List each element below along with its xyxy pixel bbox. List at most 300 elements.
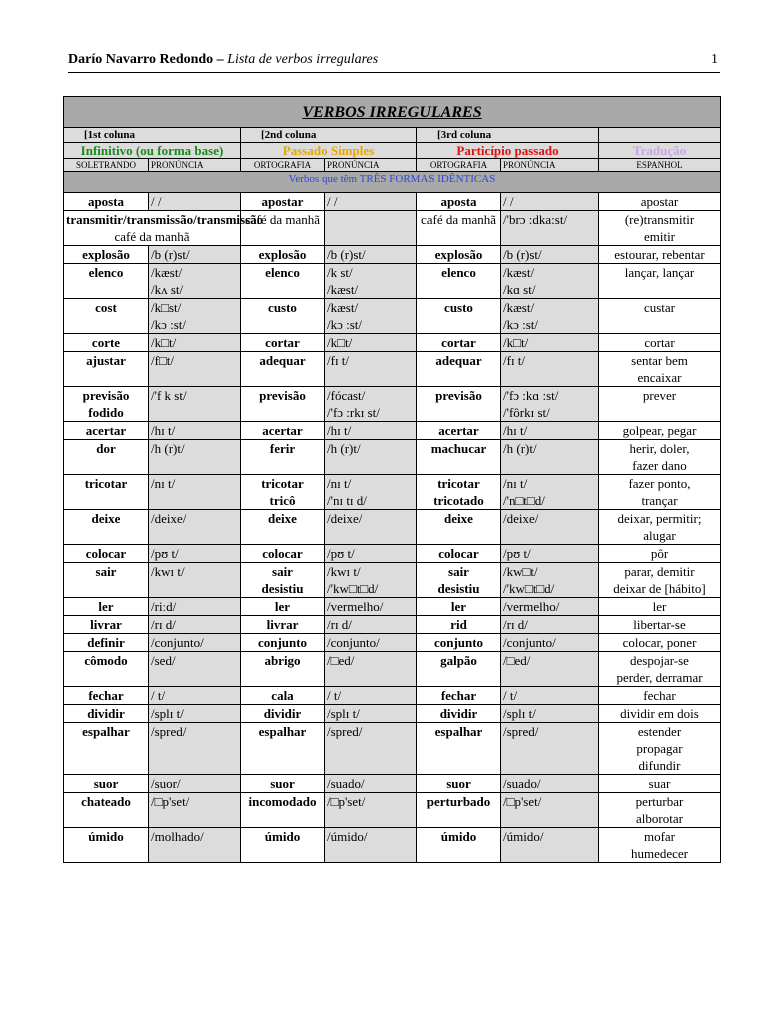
- table-row: [64, 598, 721, 616]
- infinitive-pron-cell: [149, 299, 241, 334]
- cell-line: /b (r)st/: [151, 247, 190, 262]
- cell-line: /spred/: [151, 724, 187, 739]
- cell-line: livrar: [266, 617, 299, 632]
- participle-pron-cell: [501, 775, 599, 793]
- table-row: [64, 723, 721, 775]
- infinitive-pron-cell: [149, 334, 241, 352]
- cell-line: /hɪ t/: [151, 423, 176, 438]
- cell-line: sair: [448, 564, 469, 579]
- cell-line: fodido: [88, 405, 124, 420]
- past-simple-cell: [241, 598, 325, 616]
- table-row: [64, 422, 721, 440]
- cell-line: suor: [446, 776, 471, 791]
- cell-line: herir, doler,: [629, 441, 690, 456]
- table-row: [64, 828, 721, 863]
- past-simple-cell: [241, 475, 325, 510]
- cell-line: /kwɪ t/: [327, 564, 361, 579]
- cell-line: /pʊ t/: [327, 546, 355, 561]
- cell-line: /fɪ t/: [327, 353, 350, 368]
- participle-pron-cell: [501, 563, 599, 598]
- cell-line: ajustar: [86, 353, 126, 368]
- past-simple-cell: [241, 387, 325, 422]
- participle-cell: [417, 193, 501, 211]
- past-simple-pron-cell: [325, 440, 417, 475]
- cell-line: conjunto: [433, 635, 484, 650]
- infinitive-cell: [64, 634, 149, 652]
- cell-line: cortar: [265, 335, 300, 350]
- participle-cell: [417, 264, 501, 299]
- past-simple-cell: [241, 687, 325, 705]
- past-simple-header: Passado Simples: [241, 143, 417, 159]
- spelling-header-1: SOLETRANDO: [64, 159, 149, 172]
- cell-line: /hɪ t/: [327, 423, 352, 438]
- cell-line: colocar: [85, 546, 127, 561]
- cell-line: perturbado: [426, 794, 491, 809]
- infinitive-pron-cell: [149, 828, 241, 863]
- translation-header: Tradução: [599, 143, 721, 159]
- cell-line: /conjunto/: [327, 635, 380, 650]
- past-simple-cell: [241, 510, 325, 545]
- cell-line: /h (r)t/: [151, 441, 185, 456]
- participle-cell: [417, 634, 501, 652]
- cell-line: /'fɔ :rkɪ st/: [327, 405, 380, 420]
- cell-line: elenco: [88, 265, 124, 280]
- cell-line: /kæst/: [327, 300, 359, 315]
- infinitive-cell: [64, 387, 149, 422]
- past-simple-cell: [241, 723, 325, 775]
- cell-line: /kɔ :st/: [503, 317, 539, 332]
- past-simple-cell: [241, 775, 325, 793]
- cell-line: /k□t/: [151, 335, 177, 350]
- cell-line: machucar: [430, 441, 487, 456]
- translation-cell: [599, 475, 721, 510]
- infinitive-pron-cell: [149, 440, 241, 475]
- past-simple-pron-cell: [325, 598, 417, 616]
- translation-cell: [599, 828, 721, 863]
- cell-line: /fɪ t/: [503, 353, 526, 368]
- table-row: [64, 193, 721, 211]
- cell-line: dor: [96, 441, 116, 456]
- infinitive-pron-cell: [149, 775, 241, 793]
- cell-line: /molhado/: [151, 829, 204, 844]
- cell-line: abrigo: [264, 653, 301, 668]
- participle-cell: [417, 387, 501, 422]
- infinitive-cell: [64, 510, 149, 545]
- infinitive-cell: [64, 793, 149, 828]
- infinitive-cell: [64, 705, 149, 723]
- header-divider: [68, 72, 720, 73]
- participle-pron-cell: [501, 705, 599, 723]
- participle-pron-cell: [501, 652, 599, 687]
- cell-line: /'f k st/: [151, 388, 187, 403]
- cell-line: /úmido/: [503, 829, 544, 844]
- table-row: [64, 687, 721, 705]
- cell-line: /□ed/: [503, 653, 531, 668]
- cell-line: fechar: [88, 688, 124, 703]
- cell-line: tricotado: [433, 493, 484, 508]
- past-simple-pron-cell: [325, 211, 417, 246]
- cell-line: alborotar: [636, 811, 683, 826]
- table-row: [64, 264, 721, 299]
- infinitive-pron-cell: [149, 545, 241, 563]
- infinitive-pron-cell: [149, 387, 241, 422]
- cell-line: /kæst/: [503, 300, 535, 315]
- cell-line: conjunto: [257, 635, 308, 650]
- past-simple-pron-cell: [325, 510, 417, 545]
- participle-pron-cell: [501, 793, 599, 828]
- table-row: [64, 211, 721, 246]
- participle-pron-cell: [501, 352, 599, 387]
- cell-line: úmido: [440, 829, 477, 844]
- participle-cell: [417, 705, 501, 723]
- cell-line: /rɪ d/: [327, 617, 352, 632]
- cell-line: suor: [93, 776, 119, 791]
- header-author: Darío Navarro Redondo –: [68, 52, 224, 67]
- participle-cell: [417, 652, 501, 687]
- cell-line: /kæst/: [151, 265, 183, 280]
- table-row: [64, 775, 721, 793]
- cell-line: suor: [270, 776, 295, 791]
- cell-line: fechar: [643, 688, 676, 703]
- cell-line: deixar, permitir;: [617, 511, 702, 526]
- cell-line: sair: [95, 564, 117, 579]
- cell-line: aposta: [440, 194, 477, 209]
- cell-line: /deixe/: [327, 511, 363, 526]
- translation-cell: [599, 246, 721, 264]
- col1-label: [1st coluna: [64, 128, 241, 143]
- cell-line: /nɪ t/: [151, 476, 176, 491]
- cell-line: /kw□t/: [503, 564, 538, 579]
- cell-line: /□p'set/: [151, 794, 190, 809]
- verbs-table: [63, 96, 720, 863]
- past-simple-pron-cell: [325, 687, 417, 705]
- table-row: [64, 475, 721, 510]
- infinitive-header: Infinitivo (ou forma base): [64, 143, 241, 159]
- translation-cell: [599, 440, 721, 475]
- infinitive-pron-cell: [149, 264, 241, 299]
- translation-cell: [599, 775, 721, 793]
- past-simple-pron-cell: [325, 264, 417, 299]
- translation-cell: [599, 687, 721, 705]
- past-simple-pron-cell: [325, 387, 417, 422]
- table-row: [64, 352, 721, 387]
- cell-line: /splɪ t/: [503, 706, 536, 721]
- cell-line: /nɪ t/: [327, 476, 352, 491]
- cell-line: deixar de [hábito]: [613, 581, 706, 596]
- past-simple-cell: [241, 440, 325, 475]
- cell-line: /kæst/: [327, 282, 359, 297]
- participle-pron-cell: [501, 510, 599, 545]
- past-simple-cell: [241, 705, 325, 723]
- cell-line: alugar: [643, 528, 676, 543]
- infinitive-pron-cell: [149, 634, 241, 652]
- cell-line: /pʊ t/: [503, 546, 531, 561]
- infinitive-cell: [64, 598, 149, 616]
- infinitive-cell: [64, 828, 149, 863]
- translation-cell: [599, 723, 721, 775]
- cell-line: transmitir/transmissão/transmissão: [66, 212, 264, 227]
- translation-cell: [599, 563, 721, 598]
- infinitive-cell: [64, 299, 149, 334]
- cell-line: golpear, pegar: [622, 423, 697, 438]
- cell-line: espalhar: [82, 724, 130, 739]
- participle-cell: [417, 352, 501, 387]
- cell-line: /h (r)t/: [503, 441, 537, 456]
- cell-line: apostar: [261, 194, 304, 209]
- cell-line: ferir: [269, 441, 296, 456]
- cell-line: /nɪ t/: [503, 476, 528, 491]
- table-row: [64, 705, 721, 723]
- cell-line: /'fôrkɪ st/: [503, 405, 550, 420]
- cell-line: /k□st/: [151, 300, 182, 315]
- past-simple-cell: [241, 616, 325, 634]
- section-note: Verbos que têm TRÊS FORMAS IDÊNTICAS: [64, 172, 721, 193]
- cell-line: /vermelho/: [327, 599, 384, 614]
- cell-line: acertar: [262, 423, 303, 438]
- cell-line: /conjunto/: [503, 635, 556, 650]
- past-simple-cell: [241, 422, 325, 440]
- cell-line: ler: [98, 599, 114, 614]
- cell-line: /kɑ st/: [503, 282, 536, 297]
- cell-line: / /: [503, 194, 514, 209]
- cell-line: custo: [444, 300, 473, 315]
- table-row: [64, 652, 721, 687]
- participle-pron-cell: [501, 387, 599, 422]
- infinitive-pron-cell: [149, 475, 241, 510]
- cell-line: previsão: [82, 388, 130, 403]
- infinitive-pron-cell: [149, 510, 241, 545]
- infinitive-pron-cell: [149, 687, 241, 705]
- cell-line: /vermelho/: [503, 599, 560, 614]
- cell-line: /k□t/: [503, 335, 529, 350]
- infinitive-cell: [64, 563, 149, 598]
- cell-line: adequar: [435, 353, 482, 368]
- participle-cell: [417, 545, 501, 563]
- participle-cell: [417, 510, 501, 545]
- infinitive-cell: [64, 545, 149, 563]
- past-simple-cell: [241, 193, 325, 211]
- cell-line: dividir em dois: [620, 706, 699, 721]
- infinitive-pron-cell: [149, 616, 241, 634]
- past-simple-pron-cell: [325, 193, 417, 211]
- cell-line: sair: [272, 564, 293, 579]
- cell-line: suar: [648, 776, 671, 791]
- table-row: [64, 616, 721, 634]
- participle-pron-cell: [501, 299, 599, 334]
- past-simple-pron-cell: [325, 334, 417, 352]
- cell-line: /splɪ t/: [151, 706, 184, 721]
- past-simple-pron-cell: [325, 475, 417, 510]
- cell-line: tricotar: [84, 476, 128, 491]
- cell-line: espalhar: [258, 724, 307, 739]
- participle-cell: [417, 775, 501, 793]
- infinitive-cell: [64, 723, 149, 775]
- cell-line: propagar: [636, 741, 683, 756]
- cell-line: cômodo: [84, 653, 128, 668]
- table-row: [64, 510, 721, 545]
- cell-line: /deixe/: [151, 511, 187, 526]
- cell-line: /riːd/: [151, 599, 177, 614]
- col4-label: [599, 128, 721, 143]
- cell-line: /sed/: [151, 653, 176, 668]
- translation-cell: [599, 264, 721, 299]
- translation-cell: [599, 652, 721, 687]
- cell-line: /h (r)t/: [327, 441, 361, 456]
- column-number-row: [64, 128, 721, 143]
- cell-line: tricô: [269, 493, 296, 508]
- table-row: [64, 545, 721, 563]
- participle-pron-cell: [501, 687, 599, 705]
- cell-line: elenco: [441, 265, 476, 280]
- cell-line: cortar: [441, 335, 476, 350]
- cell-line: prever: [642, 388, 677, 403]
- infinitive-cell: [64, 652, 149, 687]
- cell-line: /'kw□t□d/: [503, 581, 555, 596]
- cell-line: chateado: [81, 794, 131, 809]
- table-title: VERBOS IRREGULARES: [64, 97, 721, 128]
- infinitive-cell: [64, 687, 149, 705]
- cell-line: /'n□t□d/: [503, 493, 545, 508]
- cell-line: previsão: [259, 388, 306, 403]
- participle-cell: [417, 211, 501, 246]
- cell-line: café da manhã: [244, 212, 321, 227]
- header-subtitle: Lista de verbos irregulares: [227, 52, 379, 67]
- infinitive-cell: [64, 775, 149, 793]
- past-simple-cell: [241, 264, 325, 299]
- past-simple-cell: [241, 563, 325, 598]
- cell-line: cost: [95, 300, 117, 315]
- cell-line: /spred/: [503, 724, 539, 739]
- cell-line: pôr: [650, 546, 669, 561]
- cell-line: galpão: [440, 653, 477, 668]
- infinitive-cell: [64, 334, 149, 352]
- cell-line: acertar: [438, 423, 479, 438]
- participle-cell: [417, 299, 501, 334]
- translation-cell: [599, 299, 721, 334]
- participle-pron-cell: [501, 616, 599, 634]
- cell-line: colocar, poner: [622, 635, 697, 650]
- cell-line: emitir: [643, 229, 676, 244]
- cell-line: colocar: [438, 546, 479, 561]
- participle-cell: [417, 246, 501, 264]
- verb-rows: [64, 193, 721, 863]
- cell-line: /'nɪ tɪ d/: [327, 493, 367, 508]
- cell-line: lançar, lançar: [624, 265, 695, 280]
- infinitive-cell: [64, 440, 149, 475]
- infinitive-cell: [64, 193, 149, 211]
- cell-line: /suado/: [503, 776, 541, 791]
- cell-line: fazer ponto,: [628, 476, 691, 491]
- cell-line: /□p'set/: [327, 794, 366, 809]
- cell-line: explosão: [434, 247, 483, 262]
- past-simple-cell: [241, 828, 325, 863]
- infinitive-cell: [64, 211, 264, 246]
- participle-pron-cell: [501, 475, 599, 510]
- participle-pron-cell: [501, 422, 599, 440]
- cell-line: / t/: [327, 688, 342, 703]
- cell-line: / /: [327, 194, 338, 209]
- cell-line: ler: [450, 599, 467, 614]
- cell-line: /hɪ t/: [503, 423, 528, 438]
- past-simple-cell: [241, 299, 325, 334]
- past-simple-cell: [241, 634, 325, 652]
- past-simple-pron-cell: [325, 422, 417, 440]
- infinitive-pron-cell: [149, 793, 241, 828]
- participle-pron-cell: [501, 211, 599, 246]
- translation-cell: [599, 634, 721, 652]
- past-simple-cell: [241, 334, 325, 352]
- cell-line: (re)transmitir: [624, 212, 695, 227]
- cell-line: humedecer: [630, 846, 689, 861]
- past-simple-cell: [241, 545, 325, 563]
- participle-pron-cell: [501, 634, 599, 652]
- participle-pron-cell: [501, 723, 599, 775]
- infinitive-pron-cell: [149, 193, 241, 211]
- translation-cell: [599, 211, 721, 246]
- cell-line: /pʊ t/: [151, 546, 179, 561]
- infinitive-pron-cell: [149, 352, 241, 387]
- cell-line: / /: [151, 194, 162, 209]
- past-simple-pron-cell: [325, 299, 417, 334]
- cell-line: rid: [450, 617, 467, 632]
- cell-line: úmido: [88, 829, 124, 844]
- cell-line: encaixar: [637, 370, 682, 385]
- past-simple-cell: [241, 793, 325, 828]
- past-simple-cell: [241, 352, 325, 387]
- past-simple-pron-cell: [325, 652, 417, 687]
- cell-line: /kɔ :st/: [151, 317, 187, 332]
- table-title-row: [64, 97, 721, 128]
- page-number: 1: [711, 52, 718, 67]
- cell-line: custo: [268, 300, 297, 315]
- cell-line: ler: [274, 599, 291, 614]
- infinitive-pron-cell: [149, 422, 241, 440]
- cell-line: ler: [652, 599, 667, 614]
- translation-cell: [599, 793, 721, 828]
- infinitive-cell: [64, 422, 149, 440]
- cell-line: fechar: [440, 688, 477, 703]
- participle-cell: [417, 334, 501, 352]
- cell-line: /spred/: [327, 724, 363, 739]
- cell-line: estender: [637, 724, 682, 739]
- page-header: [68, 52, 720, 72]
- cell-line: dividir: [439, 706, 478, 721]
- pronunciation-header-1: PRONÚNCIA: [149, 159, 241, 172]
- past-simple-pron-cell: [325, 563, 417, 598]
- participle-pron-cell: [501, 828, 599, 863]
- cell-line: /b (r)st/: [327, 247, 366, 262]
- cell-line: /f□t/: [151, 353, 175, 368]
- cell-line: explosão: [258, 247, 307, 262]
- cell-line: espalhar: [434, 724, 483, 739]
- column-desc-row: [64, 143, 721, 159]
- past-simple-pron-cell: [325, 352, 417, 387]
- participle-pron-cell: [501, 193, 599, 211]
- past-simple-pron-cell: [325, 793, 417, 828]
- translation-cell: [599, 352, 721, 387]
- table-row: [64, 440, 721, 475]
- cell-line: adequar: [259, 353, 306, 368]
- participle-cell: [417, 616, 501, 634]
- cell-line: café da manhã: [114, 229, 190, 244]
- past-simple-cell: [241, 652, 325, 687]
- participle-cell: [417, 475, 501, 510]
- cell-line: /rɪ d/: [151, 617, 176, 632]
- cell-line: trançar: [641, 493, 678, 508]
- cell-line: /kʌ st/: [151, 282, 184, 297]
- cell-line: elenco: [265, 265, 300, 280]
- cell-line: deixe: [268, 511, 297, 526]
